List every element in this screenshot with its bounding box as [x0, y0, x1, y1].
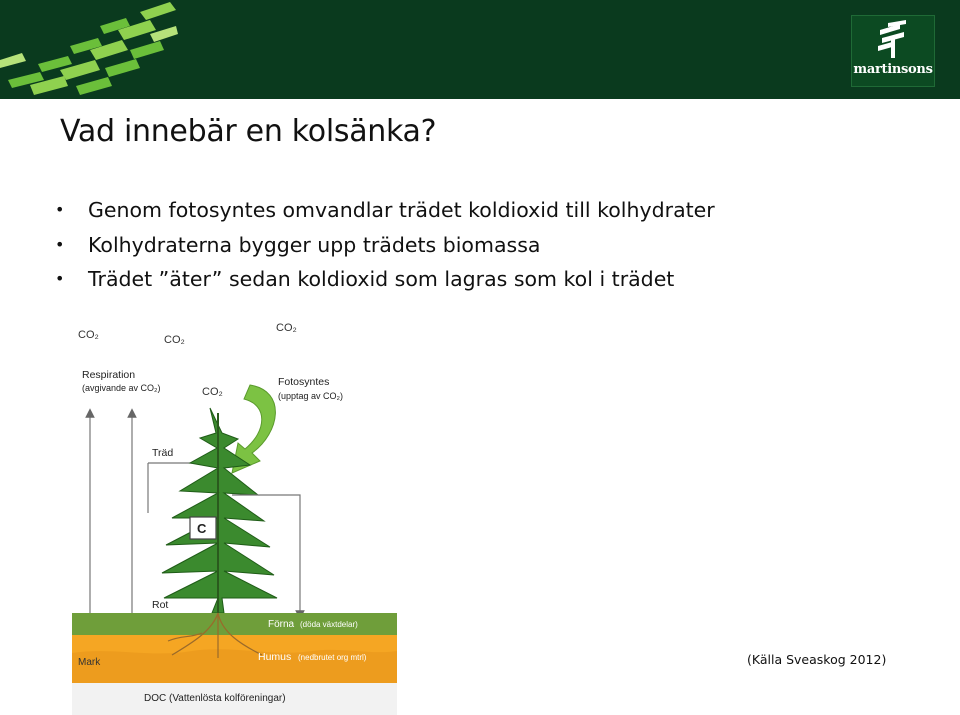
bullet-text: Trädet ”äter” sedan koldioxid som lagras som kol i trädet	[88, 267, 675, 291]
bullet-item: • Kolhydraterna bygger upp trädets biomassa	[55, 232, 541, 257]
litter-sublabel: (döda växtdelar)	[300, 620, 358, 629]
co2-label: CO₂	[78, 329, 99, 341]
martinsons-logo	[851, 15, 935, 87]
litter-label: Förna	[268, 619, 295, 630]
root-label: Rot	[152, 599, 169, 611]
co2-label: CO₂	[164, 334, 185, 346]
co2-label: CO₂	[202, 386, 223, 398]
humus-sublabel: (nedbrutet org mtrl)	[298, 653, 367, 662]
carbon-label: C	[197, 521, 207, 536]
leaf-pattern-decoration	[0, 0, 180, 99]
carbon-cycle-diagram	[72, 313, 397, 715]
page-title: Vad innebär en kolsänka?	[60, 114, 437, 149]
respiration-sublabel: (avgivande av CO₂)	[82, 383, 161, 393]
photosynthesis-sublabel: (upptag av CO₂)	[278, 391, 344, 401]
tree-logo-icon	[876, 20, 910, 60]
humus-label: Humus	[258, 651, 292, 663]
header-bar	[0, 0, 960, 99]
bullet-text: Kolhydraterna bygger upp trädets biomassa	[88, 232, 541, 257]
respiration-label: Respiration	[82, 369, 136, 381]
bullet-text: Genom fotosyntes omvandlar trädet koldioxid till kolhydrater	[88, 198, 715, 222]
bullet-item: • Trädet ”äter” sedan koldioxid som lagras som kol i trädet	[55, 267, 675, 291]
bullet-item: • Genom fotosyntes omvandlar trädet koldioxid till kolhydrater	[55, 198, 715, 222]
bullet-list	[55, 193, 715, 297]
logo-text: martinsons	[853, 62, 933, 77]
tree-label: Träd	[152, 447, 174, 459]
photosynthesis-label: Fotosyntes	[278, 376, 330, 388]
co2-label: CO₂	[276, 322, 297, 334]
source-citation: (Källa Sveaskog 2012)	[747, 652, 887, 667]
ground-label: Mark	[78, 657, 101, 668]
doc-label: DOC (Vattenlösta kolföreningar)	[144, 693, 286, 704]
